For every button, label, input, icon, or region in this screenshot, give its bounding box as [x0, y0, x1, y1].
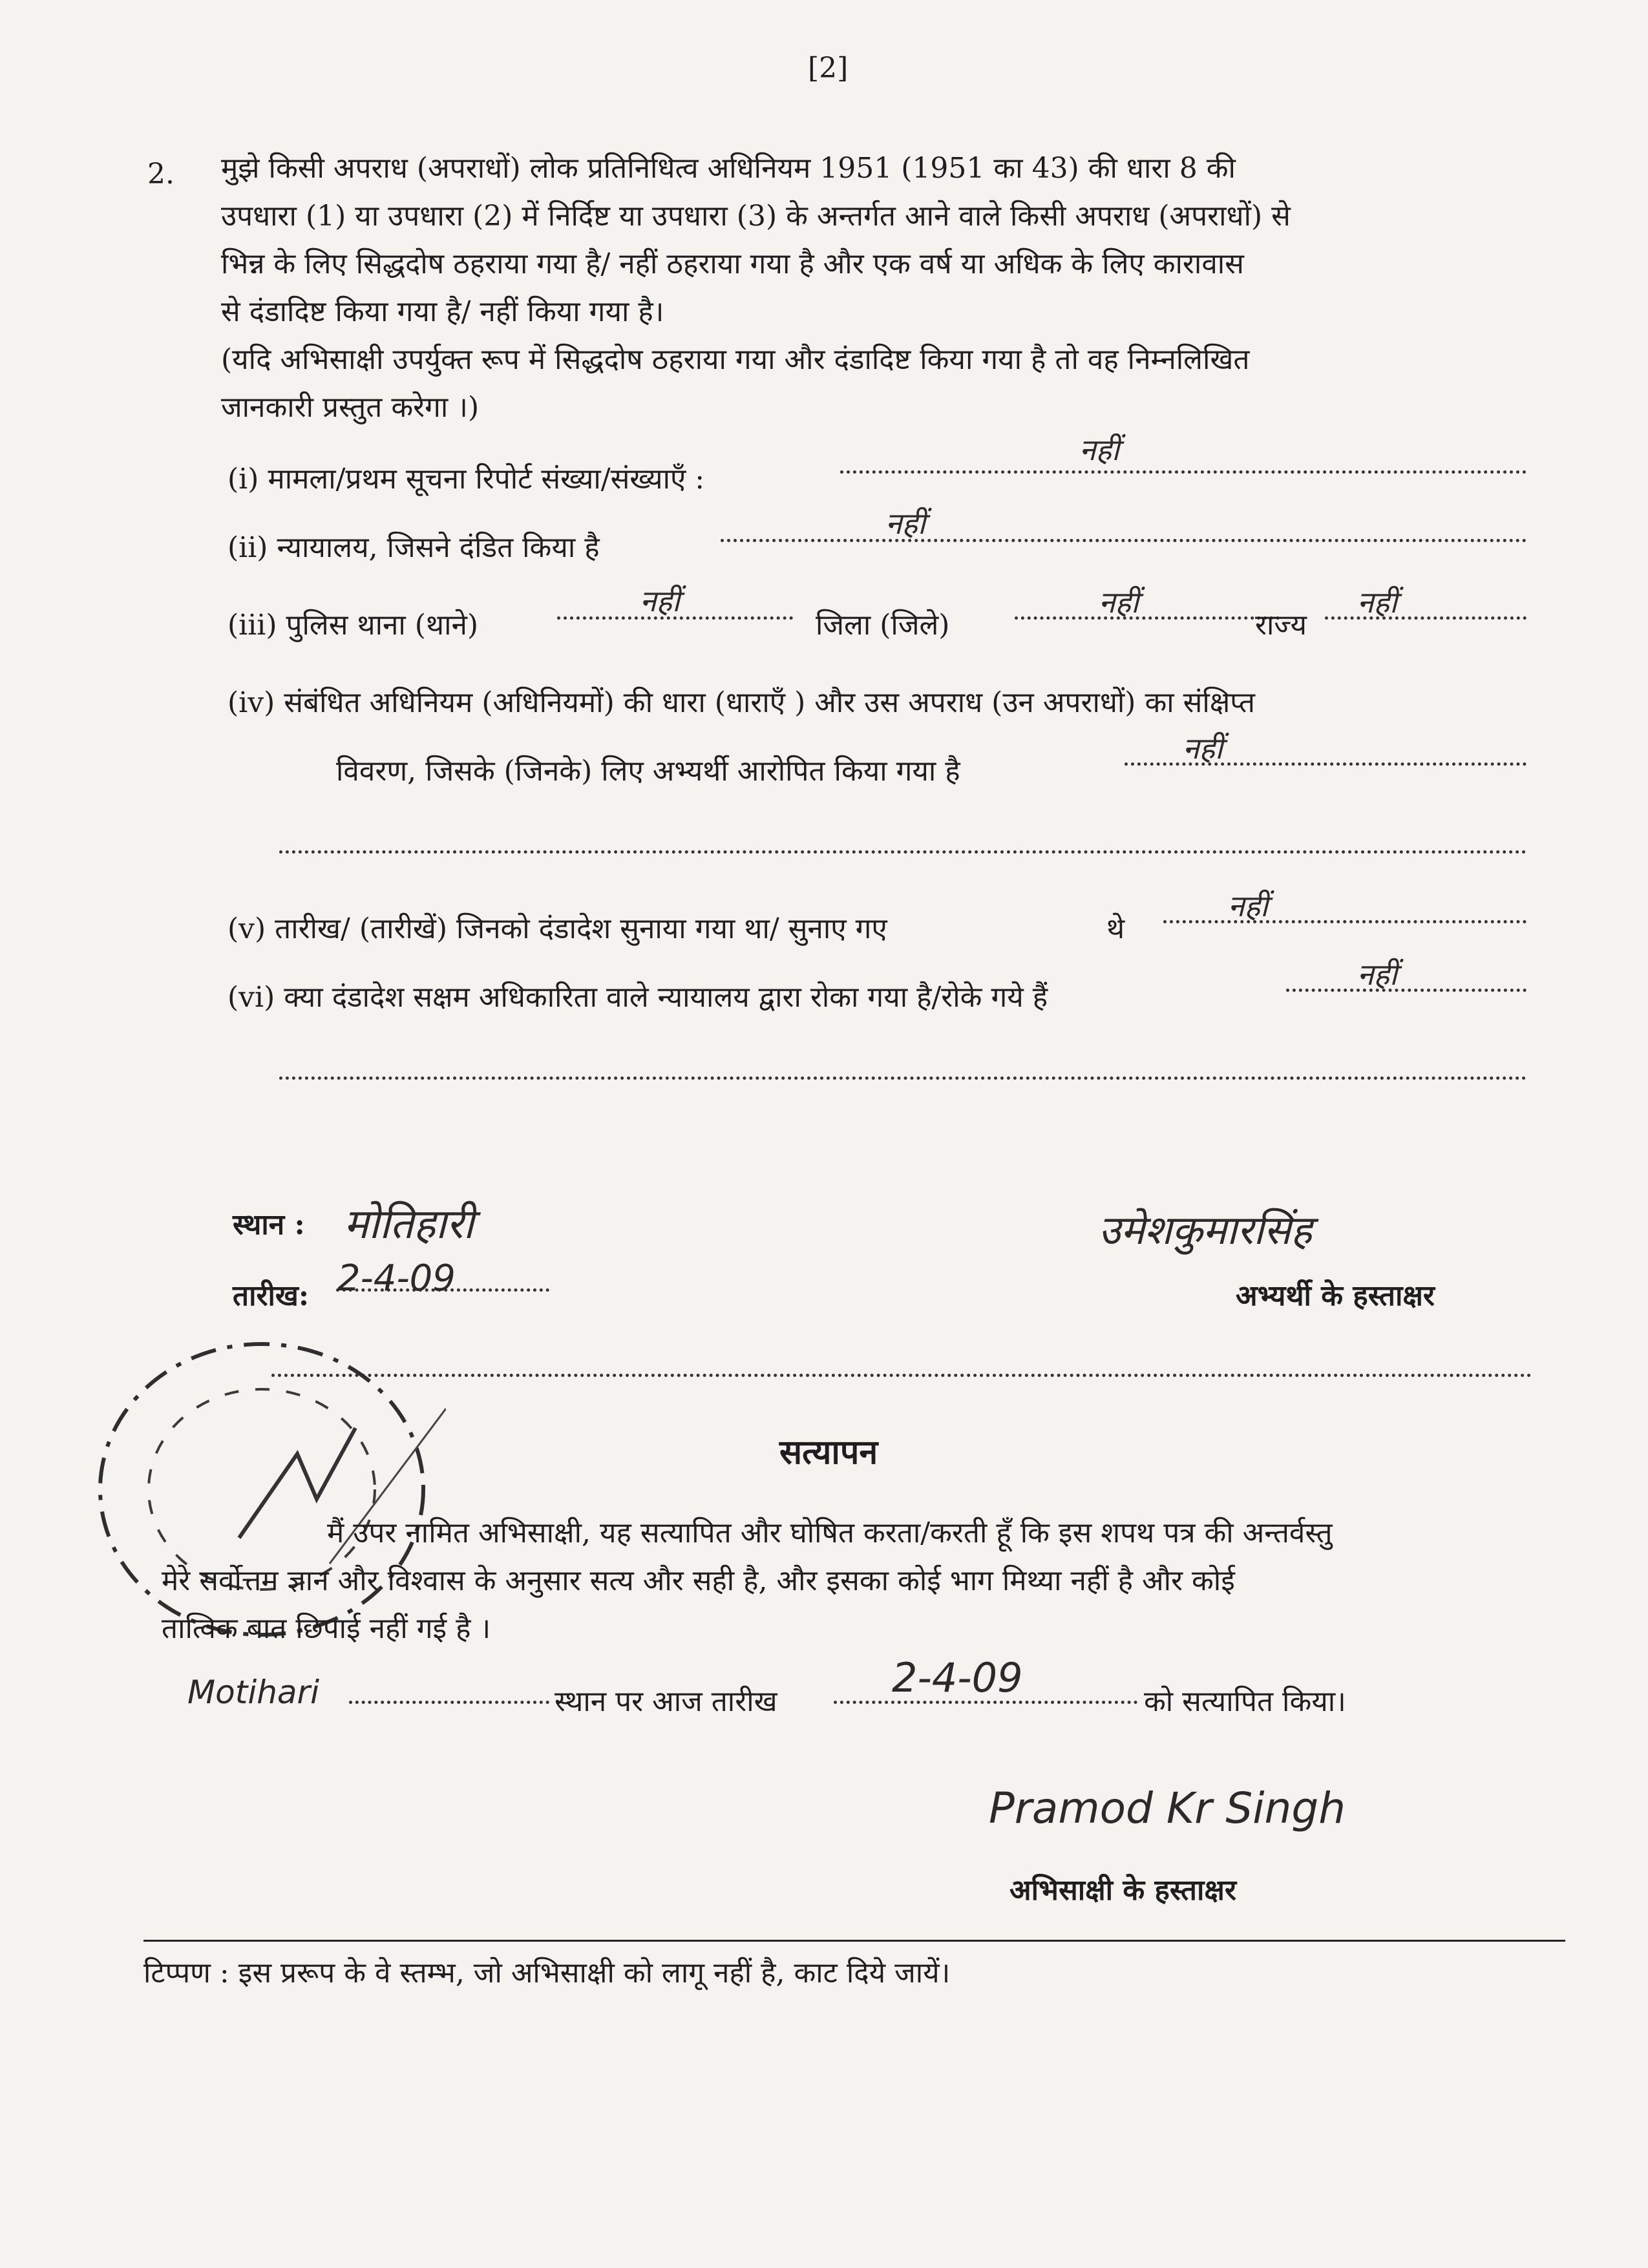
verification-title: सत्यापन: [779, 1433, 878, 1472]
note-line: (यदि अभिसाक्षी उपर्युक्त रूप में सिद्धदोष ठहराया गया और दंडादिष्ट किया गया है तो वह निम्नलिखित: [221, 343, 1250, 376]
para-line: उपधारा (1) या उपधारा (2) में निर्दिष्ट या उपधारा (3) के अन्तर्गत आने वाले किसी अपराध (अपराधों) से: [221, 200, 1291, 233]
place-label: स्थान :: [233, 1208, 305, 1241]
field-i-dots: [840, 470, 1527, 474]
field-iv-value: नहीं: [1183, 731, 1223, 766]
para-line: से दंडादिष्ट किया गया है/ नहीं किया गया है।: [221, 295, 664, 328]
page-number: [2]: [808, 52, 849, 85]
para-line: भिन्न के लिए सिद्धदोष ठहराया गया है/ नहीं ठहराया गया है और एक वर्ष या अधिक के लिए कारावास: [221, 247, 1244, 280]
field-vi-label: (vi) क्या दंडादेश सक्षम अधिकारिता वाले न्यायालय द्वारा रोका गया है/रोके गये हैं: [227, 981, 1048, 1014]
field-iii-state-dots: [1325, 616, 1527, 620]
place-value: मोतिहारी: [344, 1201, 474, 1248]
field-iii-district-label: जिला (जिले): [816, 609, 950, 642]
field-iii-district-value: नहीं: [1099, 585, 1139, 620]
field-iii-state-label: राज्य: [1255, 609, 1307, 642]
separator-line: [271, 1374, 1532, 1377]
field-v-dots: [1163, 920, 1527, 923]
verify-place-text: स्थान पर आज तारीख: [555, 1685, 777, 1718]
para-line: मुझे किसी अपराध (अपराधों) लोक प्रतिनिधित्व अधिनियम 1951 (1951 का 43) की धारा 8 की: [221, 152, 1236, 185]
candidate-signature: उमेशकुमारसिंह: [1099, 1206, 1313, 1254]
verification-line: मैं उपर नामित अभिसाक्षी, यह सत्यापित और घोषित करता/करती हूँ कि इस शपथ पत्र की अन्तर्वस्तु: [327, 1517, 1333, 1549]
footer-rule: [143, 1940, 1565, 1942]
date-value: 2-4-09: [337, 1257, 456, 1299]
date-label: तारीख:: [233, 1279, 310, 1312]
verify-place-dots: [349, 1701, 549, 1704]
candidate-sign-label: अभ्यर्थी के हस्ताक्षर: [1236, 1279, 1435, 1312]
field-ii-dots: [721, 539, 1527, 542]
deponent-signature: Pramod Kr Singh: [989, 1783, 1346, 1833]
main-paragraph: [221, 145, 1533, 432]
verify-place-value: Motihari: [187, 1674, 320, 1711]
field-iii-label: (iii) पुलिस थाना (थाने): [227, 609, 479, 642]
field-iv-label-2: विवरण, जिसके (जिनके) लिए अभ्यर्थी आरोपित किया गया है: [336, 755, 960, 788]
field-i-value: नहीं: [1079, 432, 1119, 467]
field-v-label: (v) तारीख/ (तारीखें) जिनको दंडादेश सुनाया गया था/ सुनाए गए: [227, 912, 887, 945]
verification-body: [162, 1509, 1538, 1653]
field-iv-label-1: (iv) संबंधित अधिनियम (अधिनियमों) की धारा (धाराएँ ) और उस अपराध (उन अपराधों) का संक्षिप्त: [227, 686, 1255, 719]
deponent-sign-label: अभिसाक्षी के हस्ताक्षर: [1009, 1874, 1236, 1907]
verify-date-value: 2-4-09: [892, 1654, 1023, 1701]
verify-end-text: को सत्यापित किया।: [1144, 1685, 1346, 1718]
field-ii-label: (ii) न्यायालय, जिसने दंडित किया है: [227, 531, 600, 564]
field-iii-state-value: नहीं: [1357, 585, 1397, 620]
field-vi-dots-1: [1286, 989, 1527, 992]
verification-line: मेरे सर्वोत्तम ज्ञान और विश्वास के अनुसार सत्य और सही है, और इसका कोई भाग मिथ्या नहीं है और कोई: [162, 1564, 1235, 1597]
field-vi-value: नहीं: [1357, 957, 1397, 992]
verification-line: तात्विक बात छिपाई नहीं गई है ।: [162, 1612, 491, 1645]
field-v-suffix: थे: [1106, 912, 1125, 945]
field-iii-police-value: नहीं: [640, 583, 680, 618]
note-line: जानकारी प्रस्तुत करेगा ।): [221, 391, 480, 424]
footnote: टिप्पण : इस प्ररूप के वे स्तम्भ, जो अभिसाक्षी को लागू नहीं है, काट दिये जायें।: [143, 1957, 951, 1990]
field-v-value: नहीं: [1228, 888, 1268, 923]
field-iv-dots-2: [279, 850, 1527, 854]
field-ii-value: नहीं: [885, 506, 925, 541]
field-iii-district-dots: [1015, 616, 1280, 620]
field-i-label: (i) मामला/प्रथम सूचना रिपोर्ट संख्या/संख्याएँ :: [227, 463, 705, 496]
field-vi-dots-2: [279, 1076, 1527, 1080]
item-number: 2.: [147, 158, 174, 191]
